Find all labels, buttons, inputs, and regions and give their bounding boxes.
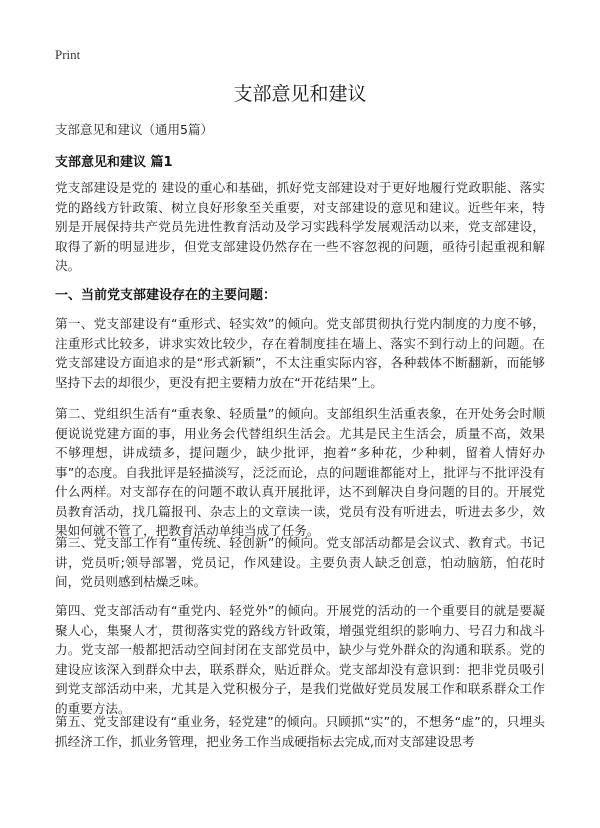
paragraph-4: 第四、党支部活动有“重党内、轻党外”的倾向。开展党的活动的一个重要目的就是要凝聚人心，集聚人才，贯彻落实党的路线方针政策，增强党组织的影响力、号召力和战斗力。党支部一般都把活动空间封闭在支部党员中，缺少与党外群众的沟通和联系。党的建设应该深入到群众中去，联系群众，贴近群众。党支部却没有意识到：把非党员吸引到党支部活动中来，尤其是入党积极分子，是我们党做好党员发展工作和联系群众工作的重要方法。: [55, 603, 545, 716]
paragraph-3: 第三、党支部工作有“重传统、轻创新”的倾向。党支部活动都是会议式、教育式。书记讲，党员听;领导部署，党员记，作风建设。主要负责人缺乏创意，怕动脑筋，怕花时间，党员则感到枯燥乏味。: [55, 535, 545, 589]
problems-subheading: 一、当前党支部建设存在的主要问题：: [55, 288, 277, 303]
section-heading: 支部意见和建议 篇1: [55, 155, 173, 170]
paragraph-2: 第二、党组织生活有“重表象、轻质量”的倾向。支部组织生活重表象，在开处务会时顺便说说党建方面的事，用业务会代替组织生活会。尤其是民主生活会，质量不高，效果不够理想，讲成绩多，提问题少，缺少批评，抱着“多种花，少种刺，留着人情好办事”的态度。自我批评是轻描淡写，泛泛而论，点的问题谁都能对上，批评与不批评没有什么两样。对支部存在的问题不敢认真开展批评，达不到解决自身问题的目的。开展党员教育活动，找几篇报刊、杂志上的文章读一读，党员有没有听进去，听进去多少，效果如何就不管了，把教育活动单纯当成了任务。: [55, 406, 545, 538]
document-subtitle: 支部意见和建议（通用5篇）: [55, 122, 213, 137]
intro-paragraph: 党支部建设是党的 建设的重心和基础，抓好党支部建设对于更好地履行党政职能、落实党的路线方针政策、树立良好形象至关重要，对支部建设的意见和建议。近些年来，特别是开展保持共产党员先进性教育活动及学习实践科学发展观活动以来，党支部建设，取得了新的明显进步，但党支部建设仍然存在一些不容忽视的问题，亟待引起重视和解决。: [55, 180, 545, 273]
paragraph-5: 第五、党支部建设有“重业务，轻党建”的倾向。只顾抓“实”的，不想务“虚”的，只埋头抓经济工作，抓业务管理，把业务工作当成硬指标去完成,而对支部建设思考: [55, 714, 545, 749]
paragraph-1: 第一、党支部建设有“重形式、轻实效”的倾向。党支部贯彻执行党内制度的力度不够，注重形式比较多，讲求实效比较少，存在着制度挂在墙上、落实不到行动上的问题。在党支部建设方面追求的是“形式新颖”，不太注重实际内容，各种载体不断翻新，而能够坚持下去的却很少，更没有把主要精力放在“开花结果”上。: [55, 316, 545, 390]
page-title: 支部意见和建议: [233, 83, 367, 105]
print-link[interactable]: Print: [55, 47, 81, 62]
